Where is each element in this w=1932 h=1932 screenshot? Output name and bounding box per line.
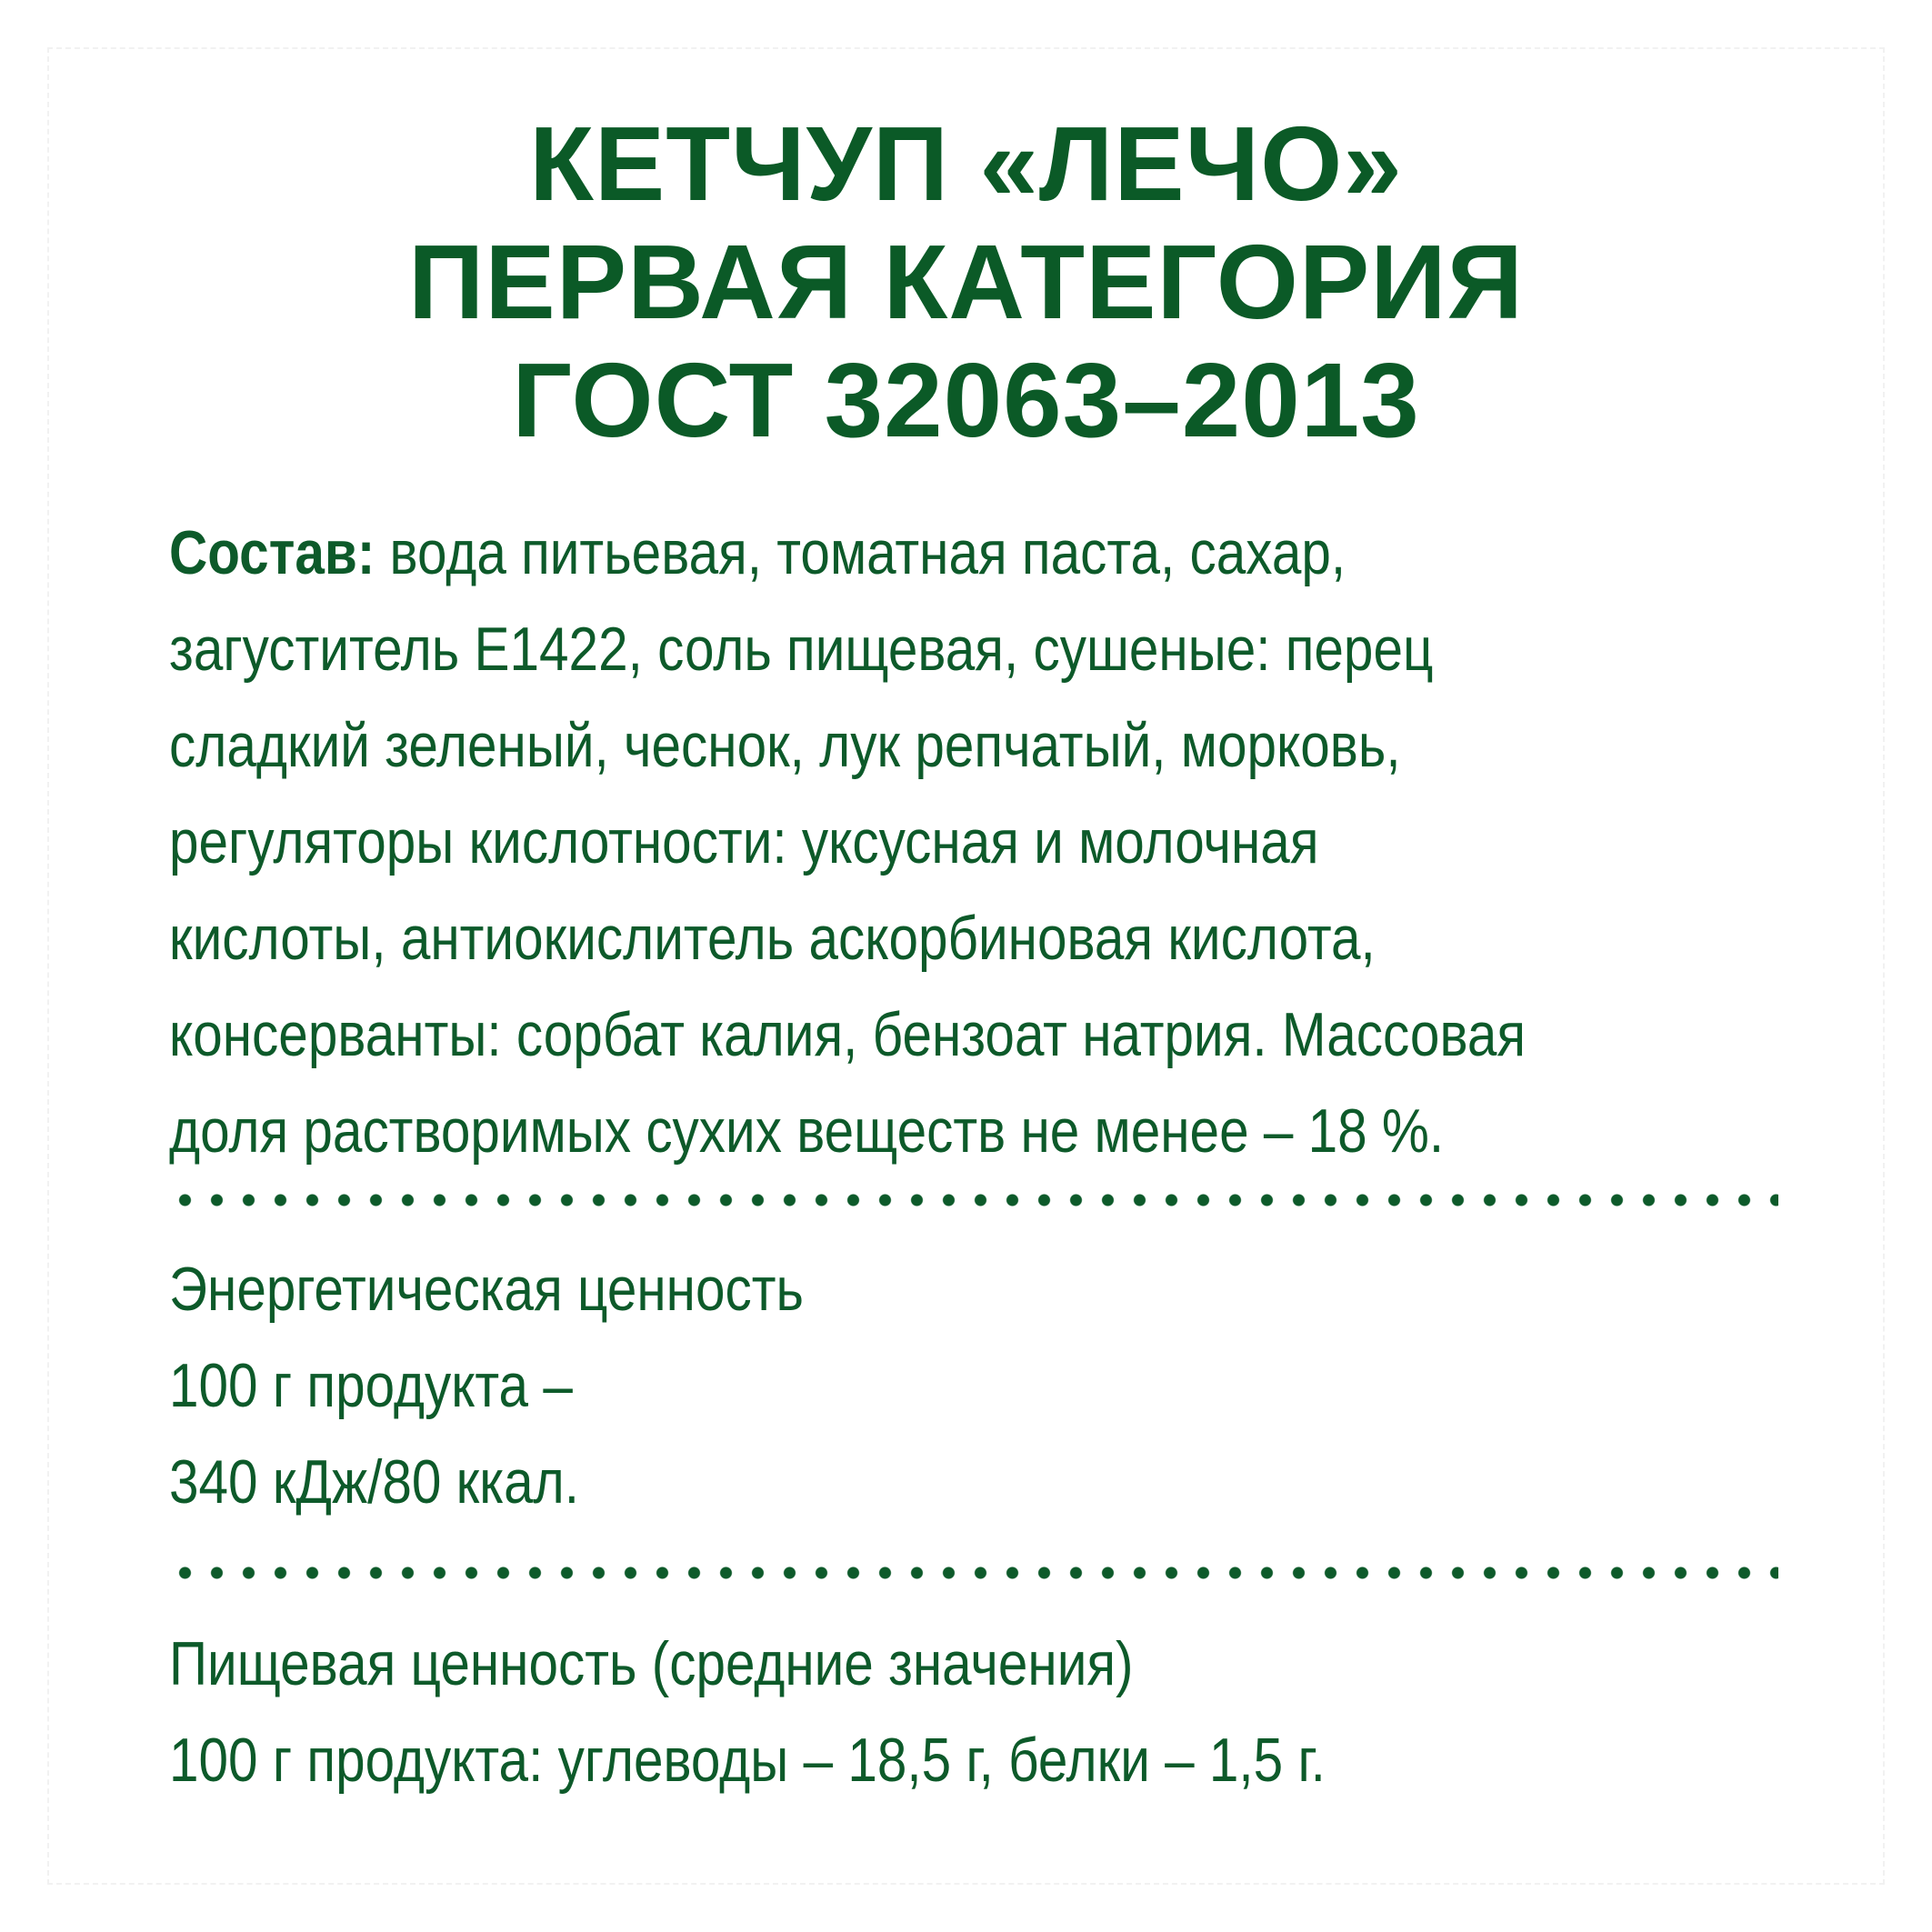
title-category: ПЕРВАЯ КАТЕГОРИЯ <box>407 223 1525 341</box>
energy-heading: Энергетическая ценность <box>169 1255 804 1324</box>
composition-text: вода питьевая, томатная паста, сахар, <box>375 518 1346 587</box>
dotted-divider <box>169 1193 1778 1207</box>
title-standard: ГОСТ 32063–2013 <box>512 341 1420 459</box>
composition-line: регуляторы кислотности: уксусная и молочная <box>169 807 1319 876</box>
product-title <box>0 105 1932 459</box>
composition-line: загуститель Е1422, соль пищевая, сушеные: перец <box>169 615 1434 684</box>
composition-line: кислоты, антиокислитель аскорбиновая кислота, <box>169 904 1376 973</box>
nutrition-heading: Пищевая ценность (средние значения) <box>169 1629 1134 1698</box>
composition-line: сладкий зеленый, чеснок, лук репчатый, морковь, <box>169 711 1401 780</box>
title-product-name: КЕТЧУП «ЛЕЧО» <box>529 105 1403 223</box>
dotted-divider <box>169 1566 1778 1580</box>
energy-value-section <box>169 1241 1797 1530</box>
composition-label: Состав: <box>169 518 375 587</box>
composition-line: доля растворимых сухих веществ не менее – 18 %. <box>169 1096 1445 1166</box>
composition-line <box>169 505 1568 601</box>
energy-amount: 340 кДж/80 ккал. <box>169 1447 580 1517</box>
nutrition-values: 100 г продукта: углеводы – 18,5 г, белки – 1,5 г. <box>169 1726 1326 1795</box>
composition-line: консерванты: сорбат калия, бензоат натрия. Массовая <box>169 1000 1527 1069</box>
nutrition-value-section <box>169 1616 1797 1808</box>
composition-section <box>169 505 1797 1179</box>
energy-portion: 100 г продукта – <box>169 1351 573 1420</box>
